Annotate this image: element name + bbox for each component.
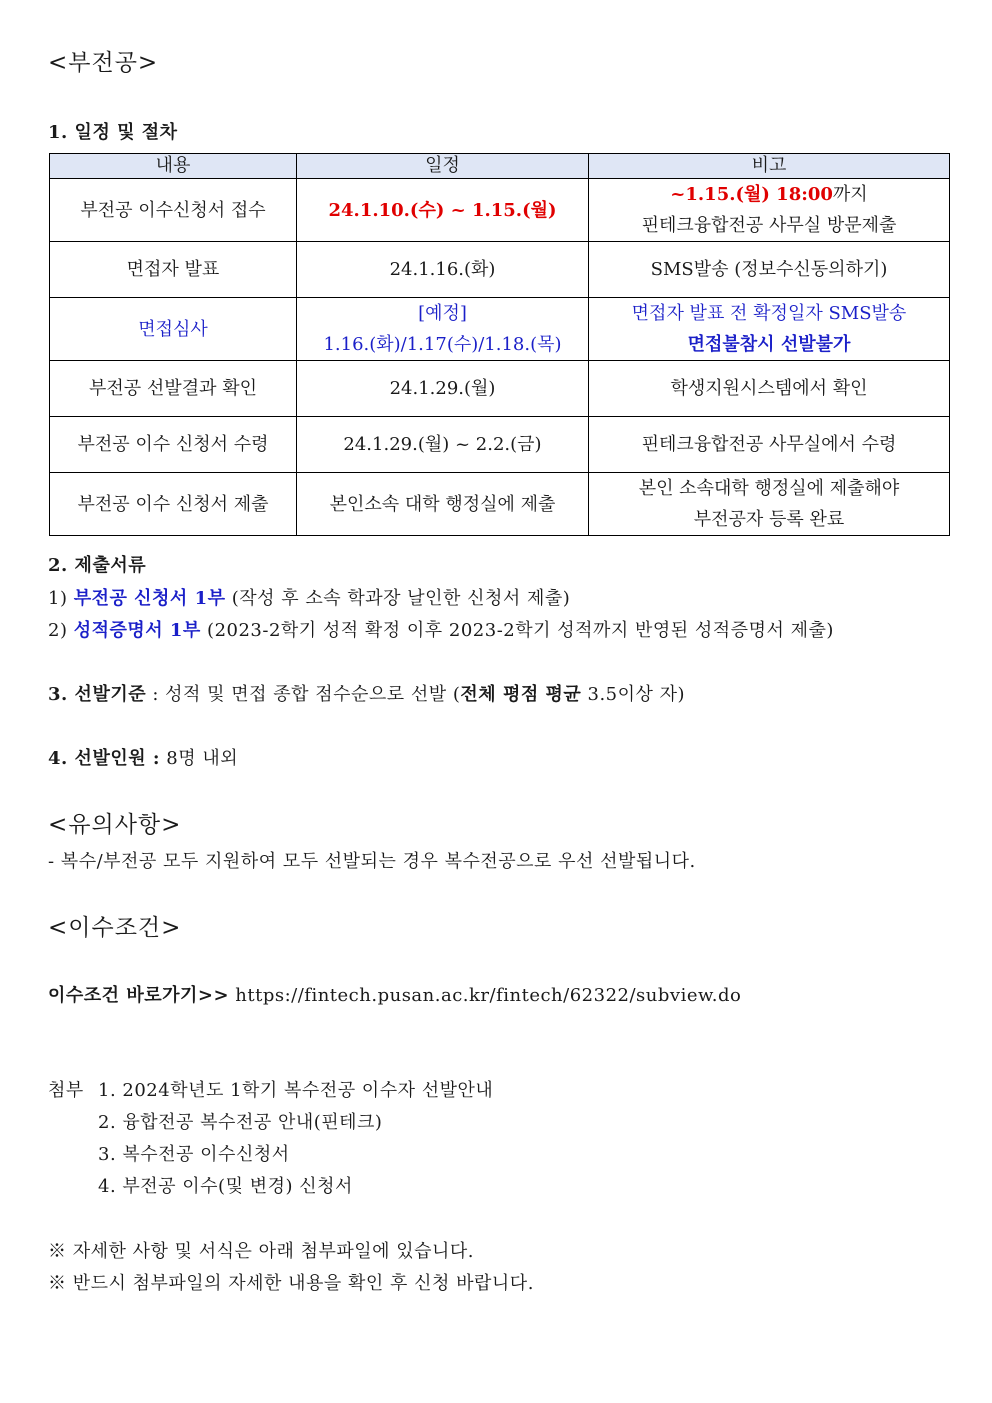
completion-link-line [48, 981, 741, 1007]
cell-note [589, 473, 950, 536]
cell-content: 부전공 선발결과 확인 [50, 361, 297, 417]
cell-note: 학생지원시스템에서 확인 [589, 361, 950, 417]
criteria-bold: 전체 평점 평균 [460, 684, 582, 705]
note-line: 핀테크융합전공 사무실 방문제출 [641, 215, 897, 236]
table-header-row [50, 154, 950, 179]
cell-schedule: 본인소속 대학 행정실에 제출 [297, 473, 589, 536]
note-deadline: ~1.15.(월) 18:00 [670, 184, 833, 205]
table-row [50, 473, 950, 536]
completion-link-label: 이수조건 바로가기>> [48, 985, 230, 1006]
cell-note [589, 179, 950, 242]
document-title: 부전공 신청서 1부 [73, 588, 226, 609]
cell-content: 부전공 이수신청서 접수 [50, 179, 297, 242]
header-schedule: 일정 [297, 154, 589, 179]
quota-line [48, 744, 238, 770]
cell-schedule: 24.1.29.(월) ~ 2.2.(금) [297, 417, 589, 473]
note-line: 면접자 발표 전 확정일자 SMS발송 [631, 303, 907, 324]
cell-content: 면접자 발표 [50, 242, 297, 298]
note-line: 본인 소속대학 행정실에 제출해야 [638, 478, 900, 499]
note-deadline-tail: 까지 [832, 184, 868, 205]
criteria-label: 3. 선발기준 [48, 684, 147, 705]
cell-note: SMS발송 (정보수신동의하기) [589, 242, 950, 298]
document-num: 2) [48, 620, 74, 641]
document-item [48, 616, 834, 642]
footnote: ※ 반드시 첨부파일의 자세한 내용을 확인 후 신청 바랍니다. [48, 1273, 534, 1294]
table-row [50, 361, 950, 417]
table-row [50, 179, 950, 242]
schedule-table [49, 153, 950, 536]
cell-note: 핀테크융합전공 사무실에서 수령 [589, 417, 950, 473]
attachment-item: 2. 융합전공 복수전공 안내(핀테크) [98, 1112, 383, 1133]
cell-content: 부전공 이수 신청서 제출 [50, 473, 297, 536]
schedule-heading: 1. 일정 및 절차 [48, 122, 178, 143]
cell-schedule: 24.1.10.(수) ~ 1.15.(월) [297, 179, 589, 242]
criteria-tail: 3.5이상 자) [581, 684, 686, 705]
notice-text: - 복수/부전공 모두 지원하여 모두 선발되는 경우 복수전공으로 우선 선발됩니다. [48, 851, 696, 872]
table-row [50, 242, 950, 298]
quota-label: 4. 선발인원 : [48, 748, 161, 769]
header-content: 내용 [50, 154, 297, 179]
cell-schedule [297, 298, 589, 361]
table-row [50, 298, 950, 361]
note-line: 부전공자 등록 완료 [693, 509, 845, 530]
cell-schedule: 24.1.16.(화) [297, 242, 589, 298]
completion-link-url[interactable]: https://fintech.pusan.ac.kr/fintech/62322/subview.do [229, 985, 742, 1006]
document-desc: (작성 후 소속 학과장 날인한 신청서 제출) [225, 588, 571, 609]
table-row [50, 417, 950, 473]
completion-heading: <이수조건> [48, 915, 182, 941]
document-desc: (2023-2학기 성적 확정 이후 2023-2학기 성적까지 반영된 성적증명서 제출) [200, 620, 834, 641]
notice-heading: <유의사항> [48, 812, 182, 838]
cell-content: 부전공 이수 신청서 수령 [50, 417, 297, 473]
cell-schedule: 24.1.29.(월) [297, 361, 589, 417]
note-line: 면접불참시 선발불가 [687, 334, 851, 355]
header-note: 비고 [589, 154, 950, 179]
criteria-text: : 성적 및 면접 종합 점수순으로 선발 ( [146, 684, 461, 705]
attachment-item: 1. 2024학년도 1학기 복수전공 이수자 선발안내 [98, 1080, 494, 1101]
criteria-line [48, 680, 685, 706]
quota-text: 8명 내외 [160, 748, 239, 769]
schedule-line: 1.16.(화)/1.17(수)/1.18.(목) [323, 334, 562, 355]
document-num: 1) [48, 588, 74, 609]
footnote: ※ 자세한 사항 및 서식은 아래 첨부파일에 있습니다. [48, 1241, 475, 1262]
document-title: 성적증명서 1부 [73, 620, 201, 641]
document-item [48, 584, 570, 610]
documents-heading: 2. 제출서류 [48, 555, 147, 576]
cell-content: 면접심사 [50, 298, 297, 361]
schedule-line: [예정] [418, 303, 467, 324]
attachments-label: 첨부 [48, 1080, 84, 1101]
attachment-item: 3. 복수전공 이수신청서 [98, 1144, 290, 1165]
cell-note [589, 298, 950, 361]
minor-heading: <부전공> [48, 50, 159, 76]
attachment-item: 4. 부전공 이수(및 변경) 신청서 [98, 1176, 353, 1197]
